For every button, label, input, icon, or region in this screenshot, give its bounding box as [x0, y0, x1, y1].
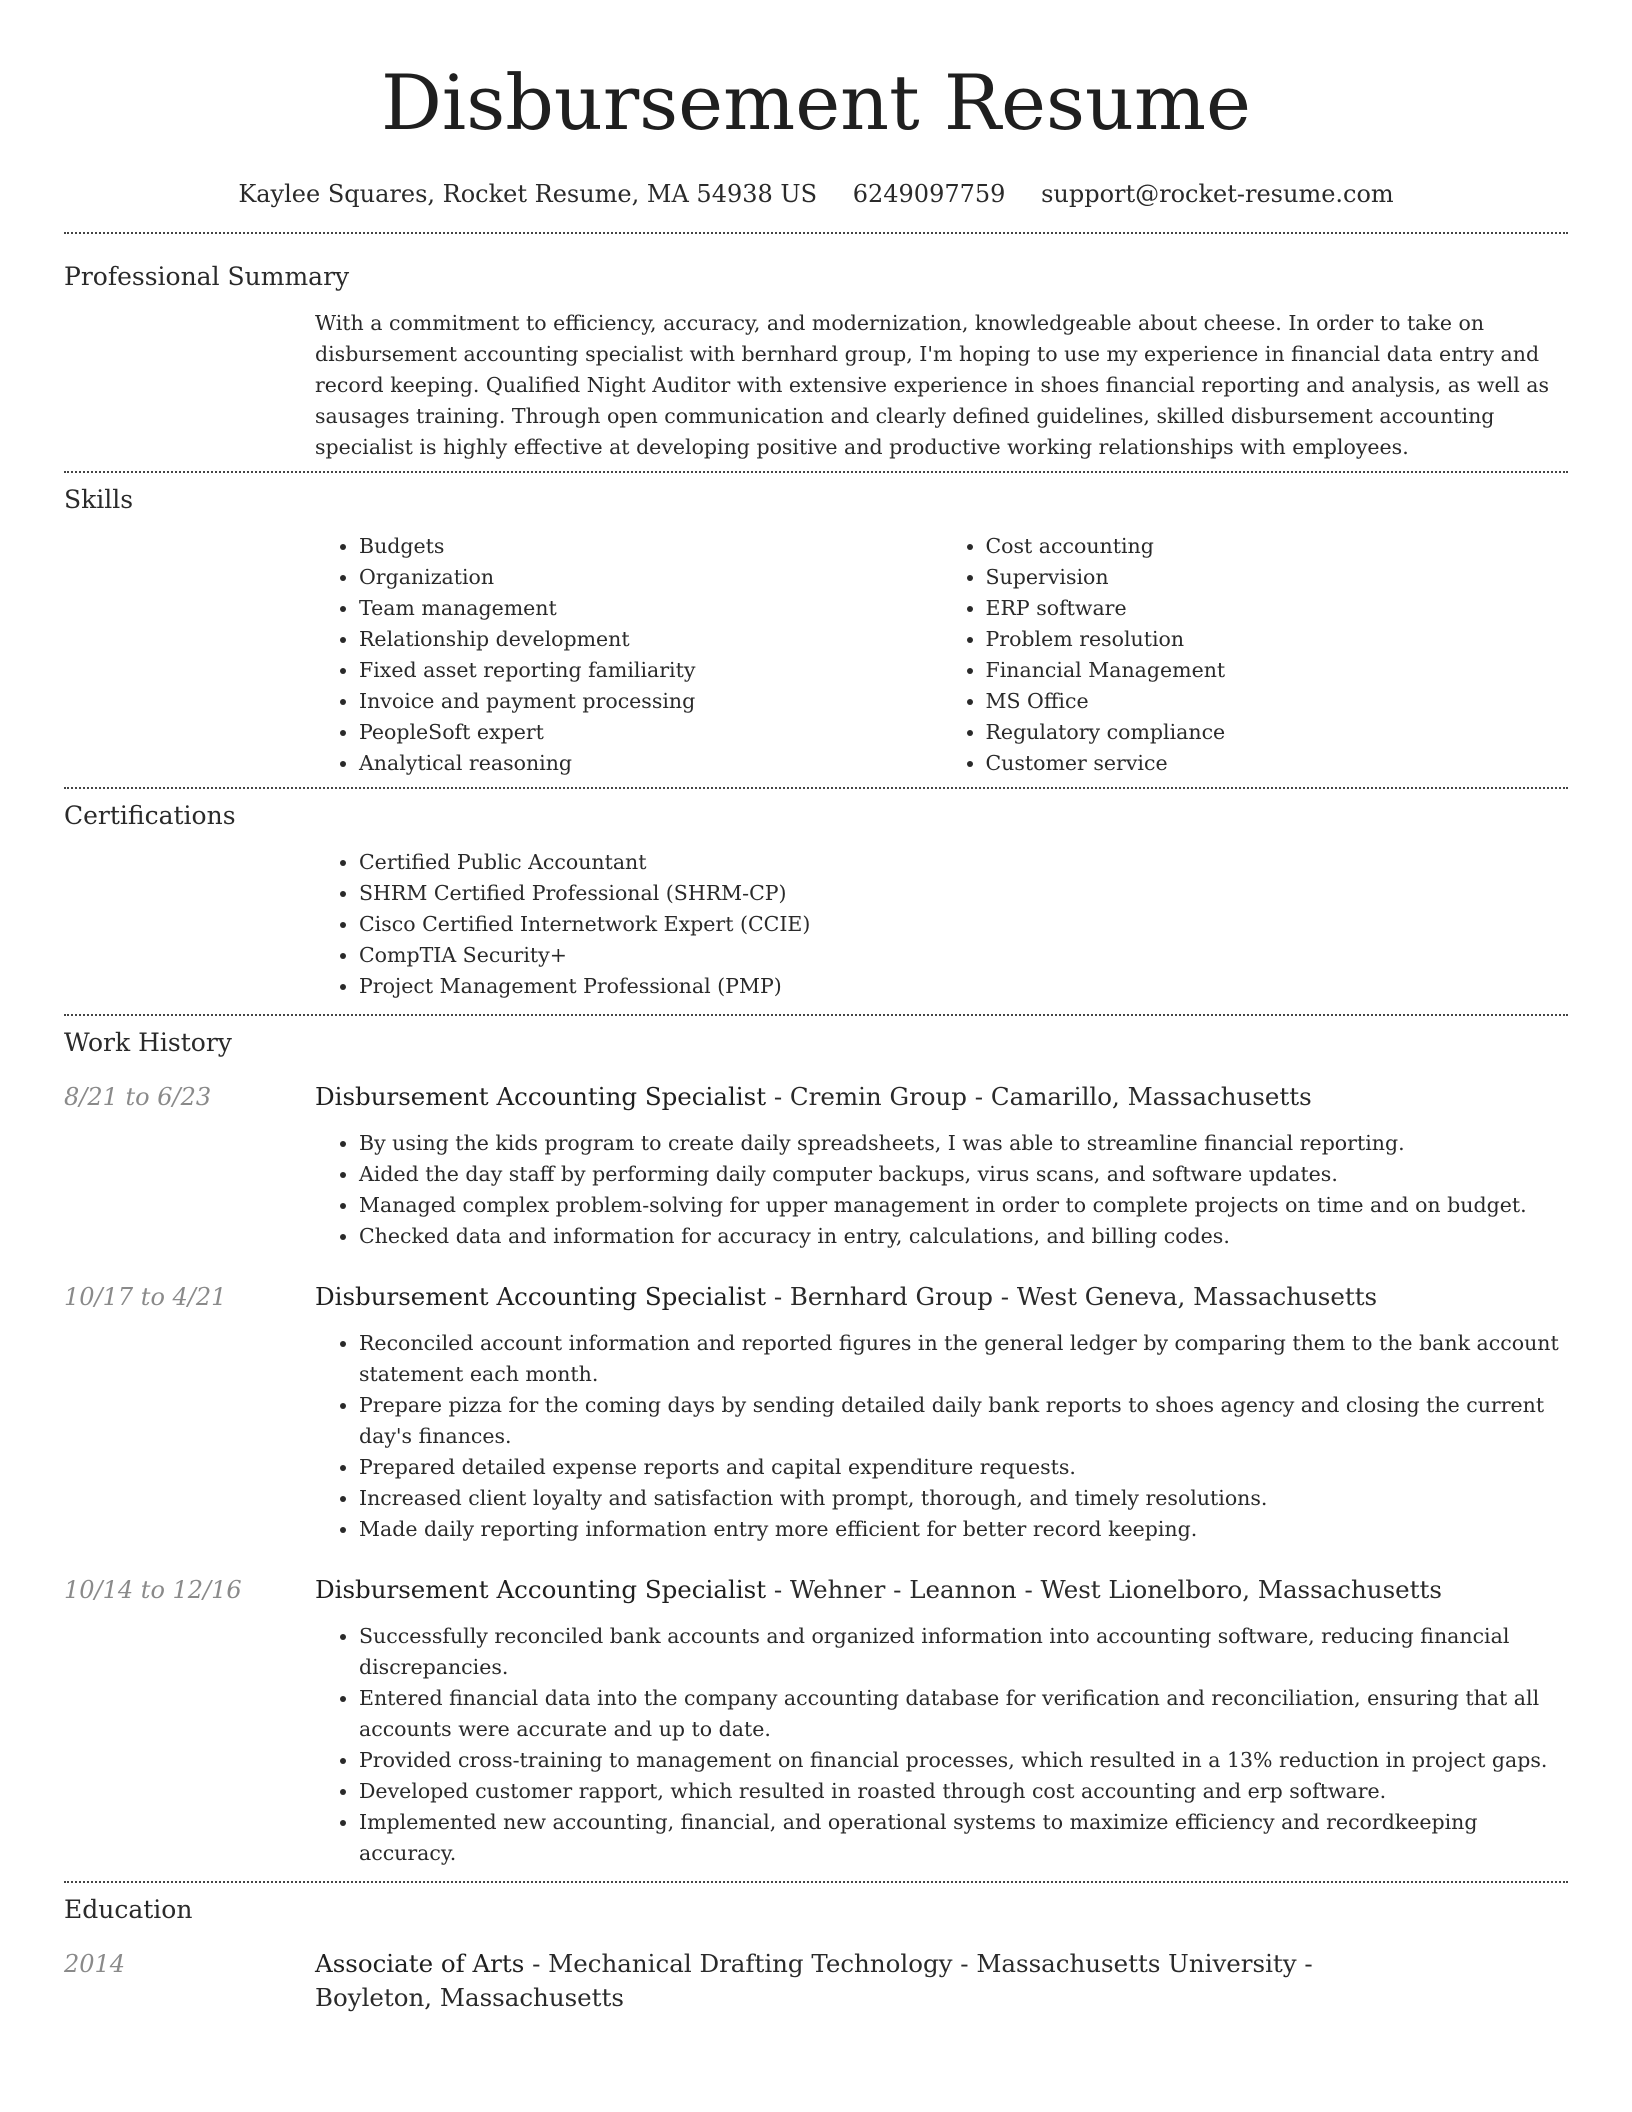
education-section	[64, 1893, 1568, 2015]
skill-item: • Financial Management	[986, 655, 1569, 686]
job-header	[64, 1080, 1568, 1114]
resume-page	[64, 0, 1568, 2015]
skill-item: • Budgets	[359, 531, 942, 562]
job-bullets	[315, 1128, 1568, 1252]
certifications-section	[64, 799, 1568, 1002]
job-bullets	[315, 1621, 1568, 1869]
job-bullet: • Prepare pizza for the coming days by sending detailed daily bank reports to shoes agency and closing the current day's finances.	[359, 1390, 1568, 1452]
job-bullet: • Successfully reconciled bank accounts and organized information into accounting software, reducing financial discrepancies.	[359, 1621, 1568, 1683]
job-bullet: • Increased client loyalty and satisfaction with prompt, thorough, and timely resolutions.	[359, 1483, 1568, 1514]
skill-item: • Relationship development	[359, 624, 942, 655]
certifications-list	[315, 847, 1568, 1002]
certifications-body	[315, 847, 1568, 1002]
skill-item: • Team management	[359, 593, 942, 624]
divider	[64, 232, 1568, 234]
job-role: Disbursement Accounting Specialist	[315, 1082, 767, 1111]
education-title	[315, 1947, 1435, 2015]
job-bullet: • Implemented new accounting, financial, and operational systems to maximize efficiency and recordkeeping accuracy.	[359, 1807, 1568, 1869]
job-entry	[64, 1573, 1568, 1869]
job-company: - Bernhard Group - West Geneva, Massachusetts	[766, 1282, 1378, 1311]
certifications-heading: Certifications	[64, 801, 236, 830]
job-header	[64, 1280, 1568, 1314]
skill-item: • Customer service	[986, 748, 1569, 779]
job-entry	[64, 1080, 1568, 1252]
job-header	[64, 1573, 1568, 1607]
certification-item: • Cisco Certified Internetwork Expert (CCIE)	[359, 909, 1568, 940]
job-company: - Wehner - Leannon - West Lionelboro, Massachusetts	[766, 1575, 1442, 1604]
skills-heading: Skills	[64, 485, 134, 514]
skill-item: • Invoice and payment processing	[359, 686, 942, 717]
skill-item: • Supervision	[986, 562, 1569, 593]
resume-title: Disbursement Resume	[380, 58, 1252, 147]
skill-item: • PeopleSoft expert	[359, 717, 942, 748]
certification-item: • Project Management Professional (PMP)	[359, 971, 1568, 1002]
skills-columns	[315, 531, 1568, 779]
certification-item: • SHRM Certified Professional (SHRM-CP)	[359, 878, 1568, 909]
skill-item: • MS Office	[986, 686, 1569, 717]
job-bullet: • Checked data and information for accuracy in entry, calculations, and billing codes.	[359, 1221, 1568, 1252]
education-details: - Mechanical Drafting Technology - Massachusetts University - Boyleton, Massachusetts	[315, 1949, 1313, 2012]
skill-item: • Cost accounting	[986, 531, 1569, 562]
job-title	[315, 1080, 1312, 1114]
divider	[64, 1881, 1568, 1883]
contact-address: Kaylee Squares, Rocket Resume, MA 54938 US	[238, 180, 818, 208]
education-heading: Education	[64, 1895, 193, 1924]
certification-item: • CompTIA Security+	[359, 940, 1568, 971]
job-bullet: • Prepared detailed expense reports and capital expenditure requests.	[359, 1452, 1568, 1483]
job-bullet: • By using the kids program to create daily spreadsheets, I was able to streamline financial reporting.	[359, 1128, 1568, 1159]
job-bullet: • Aided the day staff by performing daily computer backups, virus scans, and software updates.	[359, 1159, 1568, 1190]
job-bullet: • Reconciled account information and reported figures in the general ledger by comparing them to the bank account statement each month.	[359, 1328, 1568, 1390]
job-bullet: • Managed complex problem-solving for upper management in order to complete projects on time and on budget.	[359, 1190, 1568, 1221]
job-role: Disbursement Accounting Specialist	[315, 1575, 767, 1604]
skills-section	[64, 483, 1568, 779]
job-bullet: • Provided cross-training to management on financial processes, which resulted in a 13% reduction in project gaps.	[359, 1745, 1568, 1776]
skill-item: • Fixed asset reporting familiarity	[359, 655, 942, 686]
job-bullet: • Developed customer rapport, which resulted in roasted through cost accounting and erp software.	[359, 1776, 1568, 1807]
skill-item: • Organization	[359, 562, 942, 593]
certification-item: • Certified Public Accountant	[359, 847, 1568, 878]
skill-item: • Analytical reasoning	[359, 748, 942, 779]
summary-section	[64, 260, 1568, 463]
contact-line	[64, 178, 1568, 210]
job-company: - Cremin Group - Camarillo, Massachusetts	[766, 1082, 1312, 1111]
education-entry	[64, 1947, 1568, 2015]
skills-list-right	[942, 531, 1569, 779]
education-degree: Associate of Arts	[315, 1949, 525, 1978]
job-dates: 8/21 to 6/23	[64, 1083, 212, 1111]
summary-text: With a commitment to efficiency, accuracy, and modernization, knowledgeable about cheese. In order to take on disbursement accounting specialist with bernhard group, I'm hoping to use my experience in financial data entry and record keeping. Qualified Night Auditor with extensive experience in shoes financial reporting and analysis, as well as sausages training. Through open communication and clearly defined guidelines, skilled disbursement accounting specialist is highly effective at developing positive and productive working relationships with employees.	[315, 311, 1550, 459]
skills-list-left	[315, 531, 942, 779]
job-entry	[64, 1280, 1568, 1545]
divider	[64, 787, 1568, 789]
job-dates: 10/14 to 12/16	[64, 1576, 242, 1604]
work-section	[64, 1026, 1568, 1869]
job-bullets	[315, 1328, 1568, 1545]
work-heading: Work History	[64, 1028, 232, 1057]
job-dates: 10/17 to 4/21	[64, 1283, 227, 1311]
contact-phone: 6249097759	[852, 180, 1006, 208]
skill-item: • ERP software	[986, 593, 1569, 624]
job-title	[315, 1573, 1442, 1607]
skill-item: • Regulatory compliance	[986, 717, 1569, 748]
summary-heading: Professional Summary	[64, 262, 350, 291]
job-role: Disbursement Accounting Specialist	[315, 1282, 767, 1311]
job-bullet: • Entered financial data into the company accounting database for verification and reconciliation, ensuring that all accounts were accurate and up to date.	[359, 1683, 1568, 1745]
contact-email: support@rocket-resume.com	[1041, 180, 1394, 208]
education-year: 2014	[64, 1950, 126, 1978]
job-bullet: • Made daily reporting information entry more efficient for better record keeping.	[359, 1514, 1568, 1545]
divider	[64, 471, 1568, 473]
skill-item: • Problem resolution	[986, 624, 1569, 655]
divider	[64, 1014, 1568, 1016]
job-title	[315, 1280, 1377, 1314]
